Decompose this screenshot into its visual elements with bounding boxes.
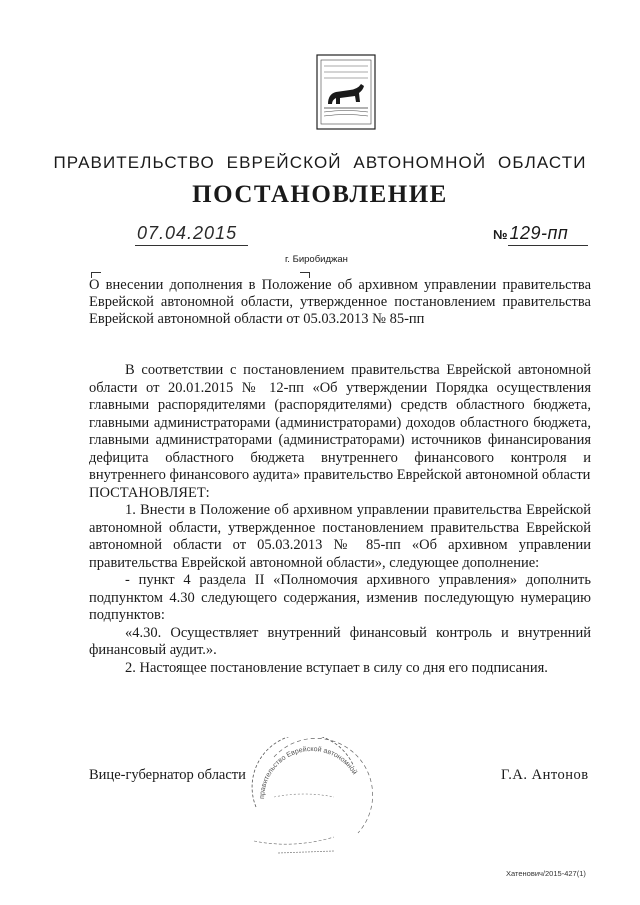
document-subject: О внесении дополнения в Положение об архивном управлении правительства Еврейской автономной области, утвержденное постановлением правительства Еврейской автономной области от 05.03.2013 № 85-пп (89, 277, 591, 327)
stamp-text: правительство Еврейской автономной (258, 745, 358, 800)
number-value: 129-пп (509, 223, 569, 243)
number-underline (508, 245, 588, 246)
signatory-name: Г.А. Антонов (501, 767, 589, 783)
official-stamp (234, 737, 374, 857)
item-1-paragraph: 1. Внести в Положение об архивном управлении правительства Еврейской автономной области, утвержденное постановлением правительства Еврейской автономной области от 05.03.2013 № 85-пп «Об архивном управлении правительства Еврейской автономной области», следующее дополнение: (89, 502, 591, 571)
signatory-title: Вице-губернатор области (89, 767, 246, 783)
government-title: ПРАВИТЕЛЬСТВО ЕВРЕЙСКОЙ АВТОНОМНОЙ ОБЛАСТИ (53, 153, 587, 172)
item-2-paragraph: 2. Настоящее постановление вступает в силу со дня его подписания. (125, 659, 548, 676)
document-body (89, 362, 591, 677)
document-date: 07.04.2015 (137, 223, 238, 243)
document-number (493, 223, 568, 244)
item-1-subparagraph: - пункт 4 раздела II «Полномочия архивного управления» дополнить подпунктом 4.30 следующего содержания, изменив последующую нумерацию подпунктов: (89, 572, 591, 623)
document-type: ПОСТАНОВЛЕНИЕ (192, 181, 448, 208)
document-city: г. Биробиджан (285, 254, 348, 265)
resolves-heading: ПОСТАНОВЛЯЕТ: (89, 484, 210, 501)
svg-text:правительство Еврейской автоно (259, 745, 359, 799)
region-emblem-icon (316, 54, 376, 130)
date-underline (135, 245, 248, 246)
number-sign: № (493, 227, 508, 242)
item-1-quote: «4.30. Осуществляет внутренний финансовый контроль и внутренний финансовый аудит.». (89, 624, 591, 658)
executor-note: Хатенович/2015-427(1) (506, 869, 586, 878)
preamble-paragraph: В соответствии с постановлением правительства Еврейской автономной области от 20.01.2015 № 12-пп «Об утверждении Порядка осуществления главными распорядителями (распорядителями) средств областного бюджета, главными администраторами (администраторами) доходов областного бюджета, главными администраторами (администраторами) источников финансирования дефицита областного бюджета внутреннего финансового контроля и внутреннего финансового аудита» правительство Еврейской автономной области (89, 362, 591, 483)
